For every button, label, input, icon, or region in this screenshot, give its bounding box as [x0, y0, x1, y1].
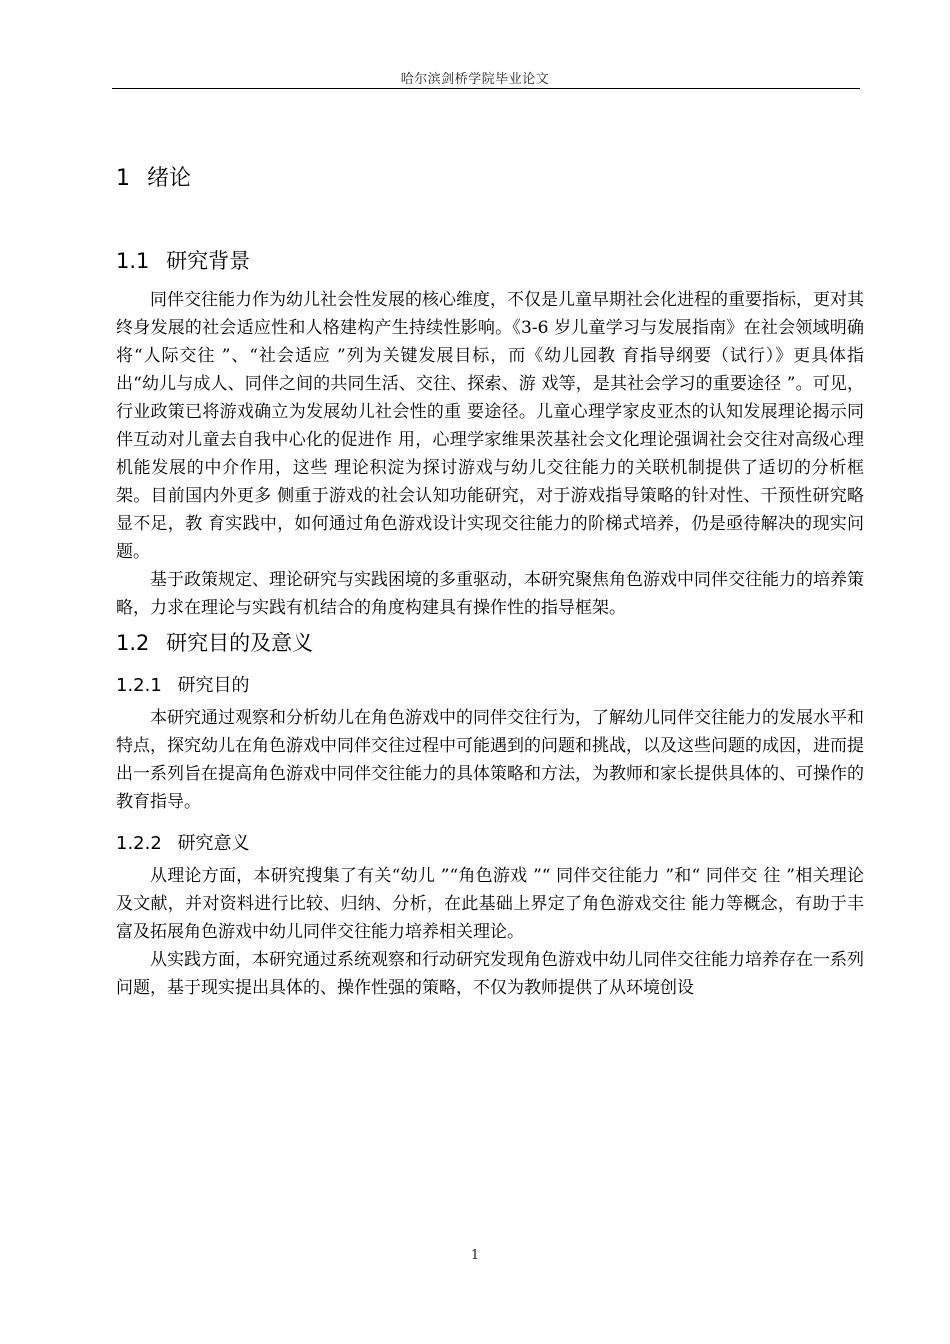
subsection-heading-1-2-1: [116, 672, 864, 700]
section-heading-1-2: [116, 628, 864, 658]
section-heading-1-1: [116, 246, 864, 276]
section-number: 1.2: [116, 631, 150, 655]
page-content: [116, 150, 864, 1002]
subsection-title: 研究意义: [177, 833, 250, 854]
paragraph: 本研究通过观察和分析幼儿在角色游戏中的同伴交往行为，了解幼儿同伴交往能力的发展水平和特点，探究幼儿在角色游戏中同伴交往过程中可能遇到的问题和挑战，以及这些问题的成因，进而提出一系列旨在提高角色游戏中同伴交往能力的具体策略和方法，为教师和家长提供具体的、可操作的教育指导。: [116, 708, 864, 812]
subsection-title: 研究目的: [177, 675, 250, 696]
section-number: 1.1: [116, 249, 150, 273]
section-title: 研究背景: [166, 249, 251, 273]
page-number: 1: [470, 1248, 480, 1263]
subsection-heading-1-2-2: [116, 830, 864, 858]
paragraph: 从实践方面，本研究通过系统观察和行动研究发现角色游戏中幼儿同伴交往能力培养存在一系列问题，基于现实提出具体的、操作性强的策略，不仅为教师提供了从环境创设: [116, 950, 864, 998]
paragraph: 基于政策规定、理论研究与实践困境的多重驱动，本研究聚焦角色游戏中同伴交往能力的培养策略，力求在理论与实践有机结合的角度构建具有操作性的指导框架。: [116, 570, 864, 618]
subsection-number: 1.2.1: [116, 675, 162, 696]
header-divider: [112, 88, 860, 89]
chapter-title: 绪论: [147, 166, 192, 191]
running-header: 哈尔滨剑桥学院毕业论文: [400, 72, 550, 87]
paragraph: 从理论方面，本研究搜集了有关“幼儿 ”“角色游戏 ”“ 同伴交往能力 ”和“ 同伴交 往 ”相关理论及文献，并对资料进行比较、归纳、分析，在此基础上界定了角色游戏交往 能力等概念，有助于丰富及拓展角色游戏中幼儿同伴交往能力培养相关理论。: [116, 866, 864, 942]
subsection-number: 1.2.2: [116, 833, 162, 854]
chapter-number: 1: [116, 166, 130, 191]
section-title: 研究目的及意义: [166, 631, 314, 655]
paragraph: 同伴交往能力作为幼儿社会性发展的核心维度，不仅是儿童早期社会化进程的重要指标，更对其终身发展的社会适应性和人格建构产生持续性影响。《3-6 岁儿童学习与发展指南》在社会领域明确将“人际交往 ”、“社会适应 ”列为关键发展目标，而《幼儿园教 育指导纲要（试行）》更具体指出“幼儿与成人、同伴之间的共同生活、交往、探索、游 戏等，是其社会学习的重要途径 ”。可见，行业政策已将游戏确立为发展幼儿社会性的重 要途径。儿童心理学家皮亚杰的认知发展理论揭示同伴互动对儿童去自我中心化的促进作 用，心理学家维果茨基社会文化理论强调社会交往对高级心理机能发展的中介作用，这些 理论积淀为探讨游戏与幼儿交往能力的关联机制提供了适切的分析框架。目前国内外更多 侧重于游戏的社会认知功能研究，对于游戏指导策略的针对性、干预性研究略显不足，教 育实践中，如何通过角色游戏设计实现交往能力的阶梯式培养，仍是亟待解决的现实问题。: [116, 290, 864, 562]
chapter-heading: [116, 164, 864, 194]
